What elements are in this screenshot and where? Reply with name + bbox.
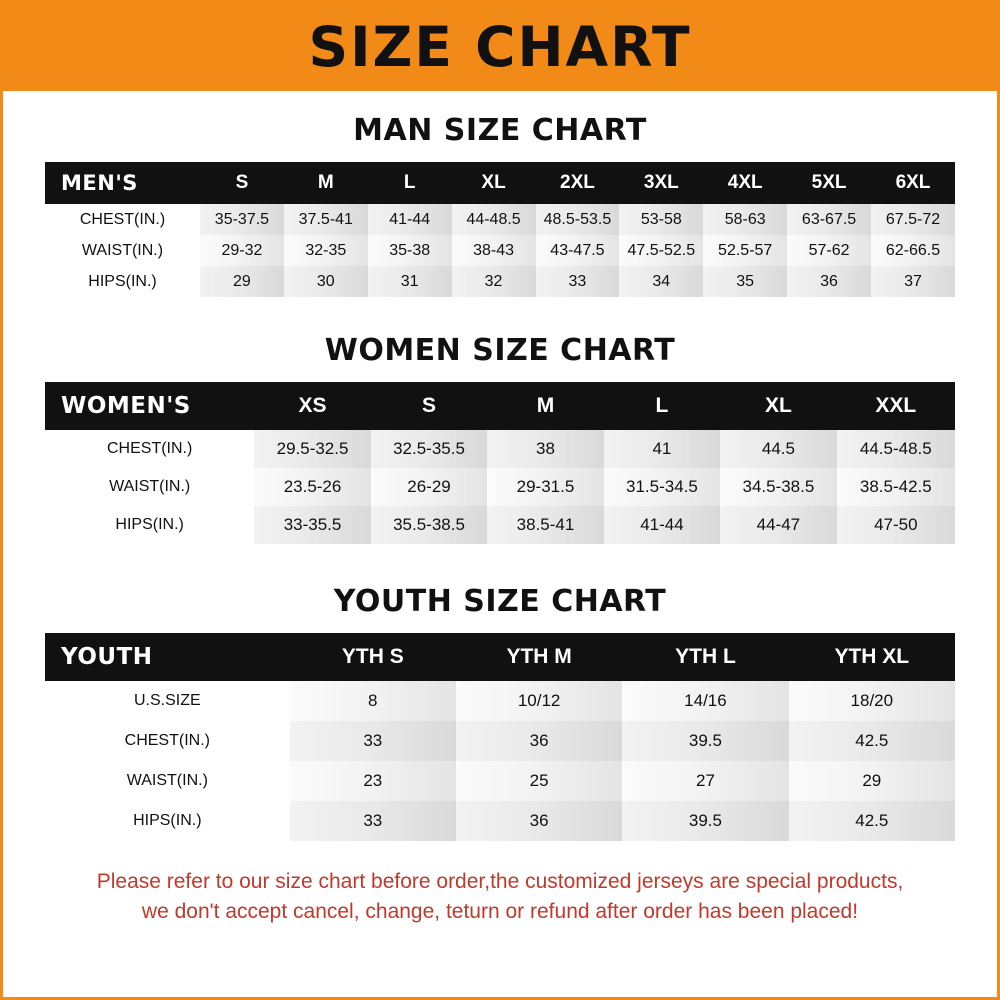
table-row xyxy=(45,266,955,297)
man-header-cell: 2XL xyxy=(560,172,595,193)
man-size-table xyxy=(45,162,955,297)
cell: 30 xyxy=(284,266,368,297)
cell: 32-35 xyxy=(284,235,368,266)
cell: 34 xyxy=(619,266,703,297)
row-label: HIPS(IN.) xyxy=(88,272,157,290)
row-label: CHEST(IN.) xyxy=(124,732,210,749)
cell: 35.5-38.5 xyxy=(371,506,487,544)
women-header-cell: S xyxy=(421,394,436,417)
cell: 23 xyxy=(290,761,456,801)
table-row xyxy=(45,761,955,801)
cell: 44.5-48.5 xyxy=(837,430,955,468)
cell: 37 xyxy=(871,266,955,297)
cell: 29 xyxy=(789,761,955,801)
youth-header-cell: YTH XL xyxy=(834,645,910,668)
row-label: WAIST(IN.) xyxy=(81,241,164,259)
cell: 39.5 xyxy=(622,721,788,761)
row-label: U.S.SIZE xyxy=(133,692,201,709)
youth-header-cell: YTH S xyxy=(341,645,404,668)
footnote xyxy=(53,867,947,928)
cell: 8 xyxy=(290,681,456,721)
man-header-row xyxy=(45,162,955,204)
cell: 14/16 xyxy=(622,681,788,721)
man-header-cell: 4XL xyxy=(727,172,763,193)
cell: 18/20 xyxy=(789,681,955,721)
cell: 38.5-42.5 xyxy=(837,468,955,506)
row-label: HIPS(IN.) xyxy=(115,516,184,533)
man-header-cell: 5XL xyxy=(811,172,847,193)
cell: 38.5-41 xyxy=(487,506,603,544)
cell: 29 xyxy=(200,266,284,297)
cell: 47-50 xyxy=(837,506,955,544)
cell: 43-47.5 xyxy=(536,235,620,266)
cell: 36 xyxy=(456,721,622,761)
row-label: HIPS(IN.) xyxy=(133,812,202,829)
women-section-title: WOMEN SIZE CHART xyxy=(324,333,676,368)
cell: 37.5-41 xyxy=(284,204,368,235)
man-header-cell: L xyxy=(403,172,416,193)
table-row xyxy=(45,721,955,761)
row-label: WAIST(IN.) xyxy=(126,772,208,789)
youth-header-row xyxy=(45,633,955,681)
cell: 35-37.5 xyxy=(200,204,284,235)
cell: 26-29 xyxy=(371,468,487,506)
table-row xyxy=(45,204,955,235)
cell: 33 xyxy=(290,801,456,841)
cell: 47.5-52.5 xyxy=(619,235,703,266)
cell: 67.5-72 xyxy=(871,204,955,235)
cell: 62-66.5 xyxy=(871,235,955,266)
youth-size-table xyxy=(45,633,955,841)
table-row xyxy=(45,468,955,506)
row-label: WAIST(IN.) xyxy=(109,478,191,495)
man-section-title: MAN SIZE CHART xyxy=(353,113,647,148)
cell: 41 xyxy=(604,430,720,468)
cell: 53-58 xyxy=(619,204,703,235)
man-header-cell: MEN'S xyxy=(61,171,138,195)
women-header-cell: XS xyxy=(298,394,327,417)
page-banner xyxy=(3,3,997,91)
women-header-row xyxy=(45,382,955,430)
cell: 29-31.5 xyxy=(487,468,603,506)
cell: 33-35.5 xyxy=(254,506,370,544)
cell: 35-38 xyxy=(368,235,452,266)
footnote-line-2: we don't accept cancel, change, teturn or refund after order has been placed! xyxy=(141,900,859,924)
women-header-cell: L xyxy=(655,394,669,417)
cell: 39.5 xyxy=(622,801,788,841)
cell: 44-48.5 xyxy=(452,204,536,235)
table-row xyxy=(45,235,955,266)
cell: 42.5 xyxy=(789,801,955,841)
youth-header-cell: YOUTH xyxy=(61,644,153,670)
women-header-cell: M xyxy=(536,394,555,417)
table-row xyxy=(45,681,955,721)
man-header-cell: S xyxy=(235,172,249,193)
cell: 38 xyxy=(487,430,603,468)
cell: 42.5 xyxy=(789,721,955,761)
cell: 36 xyxy=(787,266,871,297)
cell: 35 xyxy=(703,266,787,297)
cell: 32 xyxy=(452,266,536,297)
cell: 36 xyxy=(456,801,622,841)
man-header-cell: 3XL xyxy=(643,172,679,193)
man-header-cell: XL xyxy=(481,172,506,193)
youth-section-title: YOUTH SIZE CHART xyxy=(333,584,667,619)
man-header-cell: M xyxy=(317,172,334,193)
cell: 32.5-35.5 xyxy=(371,430,487,468)
women-header-cell: XL xyxy=(764,394,792,417)
cell: 44-47 xyxy=(720,506,836,544)
cell: 33 xyxy=(290,721,456,761)
table-row xyxy=(45,801,955,841)
table-row xyxy=(45,506,955,544)
cell: 25 xyxy=(456,761,622,801)
cell: 29-32 xyxy=(200,235,284,266)
cell: 57-62 xyxy=(787,235,871,266)
cell: 63-67.5 xyxy=(787,204,871,235)
row-label: CHEST(IN.) xyxy=(79,210,166,228)
cell: 29.5-32.5 xyxy=(254,430,370,468)
cell: 41-44 xyxy=(604,506,720,544)
cell: 58-63 xyxy=(703,204,787,235)
page-title: SIZE CHART xyxy=(308,14,692,79)
cell: 33 xyxy=(536,266,620,297)
women-header-cell: XXL xyxy=(875,394,917,417)
row-label: CHEST(IN.) xyxy=(106,440,193,457)
man-header-cell: 6XL xyxy=(895,172,931,193)
women-header-cell: WOMEN'S xyxy=(61,393,191,419)
cell: 38-43 xyxy=(452,235,536,266)
cell: 44.5 xyxy=(720,430,836,468)
cell: 41-44 xyxy=(368,204,452,235)
cell: 10/12 xyxy=(456,681,622,721)
cell: 31.5-34.5 xyxy=(604,468,720,506)
table-row xyxy=(45,430,955,468)
footnote-line-1: Please refer to our size chart before order,the customized jerseys are special products, xyxy=(96,870,904,893)
cell: 31 xyxy=(368,266,452,297)
youth-header-cell: YTH M xyxy=(506,645,572,668)
cell: 52.5-57 xyxy=(703,235,787,266)
women-size-table xyxy=(45,382,955,544)
youth-header-cell: YTH L xyxy=(675,645,736,668)
cell: 27 xyxy=(622,761,788,801)
cell: 23.5-26 xyxy=(254,468,370,506)
chart-content xyxy=(3,113,997,928)
cell: 48.5-53.5 xyxy=(536,204,620,235)
cell: 34.5-38.5 xyxy=(720,468,836,506)
